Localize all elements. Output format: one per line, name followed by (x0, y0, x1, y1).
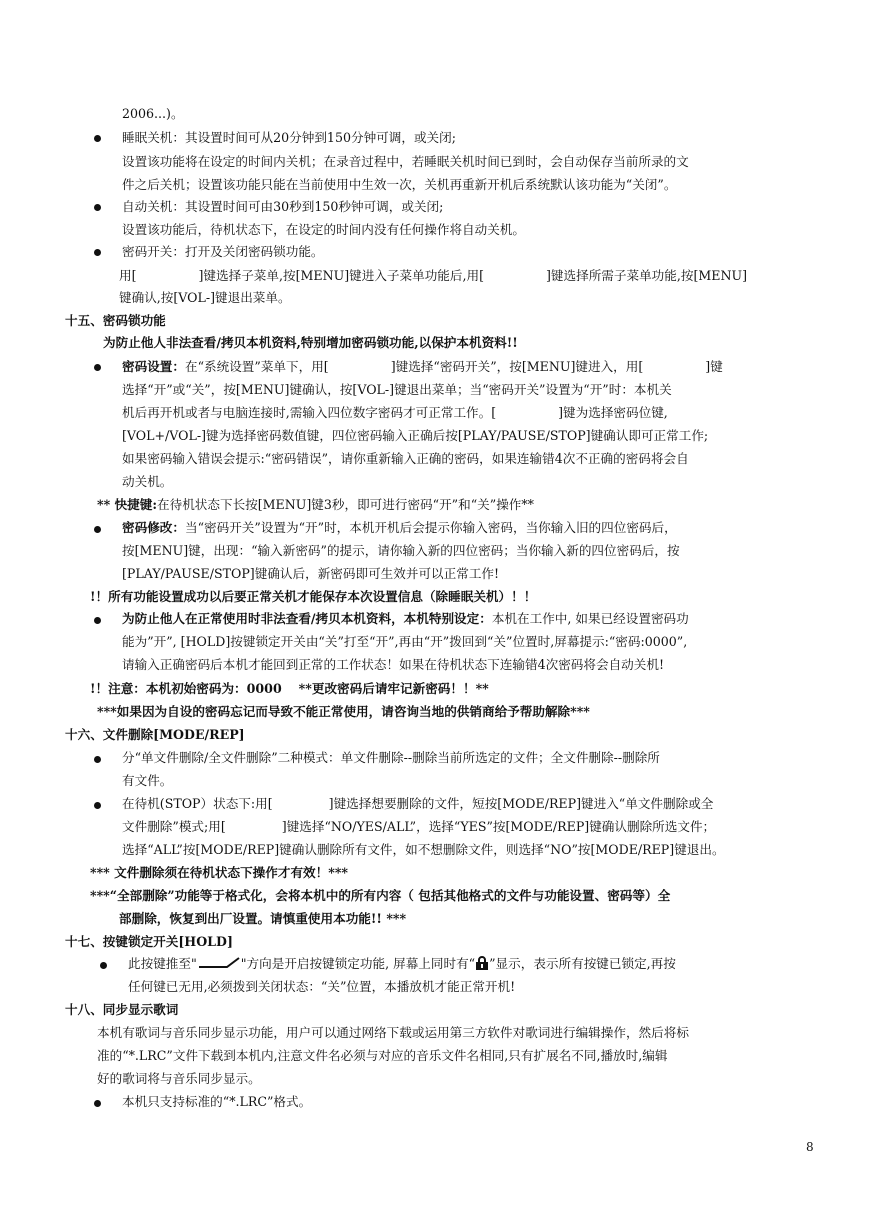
text-line: 本机只支持标准的“*.LRC”格式。 (122, 1094, 312, 1109)
text-line: 此按键推至" "方向是开启按键锁定功能, 屏幕上同时有“ ”显示，表示所有按键已锁定,再按 (128, 956, 676, 971)
text-line: 有文件。 (122, 773, 173, 788)
text-line: [VOL+/VOL-]键为选择密码数值键，四位密码输入正确后按[PLAY/PAUSE/STOP]键确认即可正常工作; (122, 428, 709, 443)
bullet (94, 1100, 101, 1107)
bullet (94, 526, 101, 533)
page-number: 8 (806, 1140, 814, 1154)
lock-icon (475, 956, 489, 970)
text-line: 分“单文件删除/全文件删除”二种模式：单文件删除--删除当前所选定的文件；全文件删除--删除所 (122, 750, 660, 765)
text-line: 机后再开机或者与电脑连接时,需输入四位数字密码才可正常工作。[ ]键为选择密码位键, (122, 405, 668, 420)
text-line: 睡眠关机：其设置时间可从20分钟到150分钟可调，或关闭; (122, 130, 456, 145)
section-heading: 十六、文件删除[MODE/REP] (65, 727, 245, 742)
bullet (94, 802, 101, 809)
text-line: 2006...)。 (122, 106, 184, 121)
text-line: 文件删除”模式;用[ ]键选择“NO/YES/ALL”，选择“YES”按[MODE/REP]键确认删除所选文件； (122, 819, 716, 834)
text-line: ***“全部删除”功能等于格式化，会将本机中的所有内容（ 包括其他格式的文件与功能设置、密码等）全 (90, 888, 671, 903)
text-line: 如果密码输入错误会提示:“密码错误”，请你重新输入正确的密码，如果连输错4次不正确的密码将会自 (122, 451, 689, 466)
bullet (100, 962, 107, 969)
text-line: 设置该功能将在设定的时间内关机；在录音过程中，若睡眠关机时间已到时，会自动保存当前所录的文 (122, 154, 689, 169)
text-line: 好的歌词将与音乐同步显示。 (97, 1071, 261, 1086)
text-line: 请输入正确密码后本机才能回到正常的工作状态！如果在待机状态下连输错4次密码将会自动关机! (122, 657, 665, 672)
text-line: ** 快捷键:在待机状态下长按[MENU]键3秒，即可进行密码“开”和“关”操作** (97, 497, 534, 512)
text-line: 密码开关：打开及关闭密码锁功能。 (122, 244, 324, 259)
text-line: 任何键已无用,必须拨到关闭状态：“关”位置，本播放机才能正常开机! (128, 979, 516, 994)
section-heading: 十五、密码锁功能 (65, 313, 166, 328)
text-line: 能为”开”, [HOLD]按键锁定开关由“关”打至“开”,再由“开”拨回到“关”位置时,屏幕提示:“密码:0000”, (122, 634, 688, 649)
bullet (94, 617, 101, 624)
text-line: 为防止他人在正常使用时非法查看/拷贝本机资料，本机特别设定：本机在工作中, 如果已经设置密码功 (122, 611, 689, 626)
section-heading: 十七、按键锁定开关[HOLD] (65, 934, 233, 949)
bullet (94, 204, 101, 211)
text-line: 自动关机：其设置时间可由30秒到150秒钟可调，或关闭; (122, 199, 444, 214)
bullet (94, 364, 101, 371)
bullet (94, 249, 101, 256)
text-line: 设置该功能后，待机状态下，在设定的时间内没有任何操作将自动关机。 (122, 222, 525, 237)
text-line: ***如果因为自设的密码忘记而导致不能正常使用，请咨询当地的供销商给予帮助解除*** (97, 704, 590, 719)
text-line: 选择“ALL”按[MODE/REP]键确认删除所有文件，如不想删除文件，则选择“NO”按[MODE/REP]键退出。 (122, 842, 725, 857)
text-line: 密码修改：当“密码开关”设置为“开”时，本机开机后会提示你输入密码，当你输入旧的四位密码后， (122, 520, 677, 535)
bullet (94, 135, 101, 142)
text-line: 部删除，恢复到出厂设置。请慎重使用本功能!! *** (119, 911, 407, 926)
section-heading: 十八、同步显示歌词 (65, 1002, 179, 1017)
hold-switch-icon (197, 956, 241, 970)
text-line: 按[MENU]键，出现：“输入新密码”的提示，请你输入新的四位密码；当你输入新的四位密码后，按 (122, 543, 680, 558)
text-line: 选择“开”或“关”，按[MENU]键确认，按[VOL-]键退出菜单；当“密码开关”设置为“开”时：本机关 (122, 382, 672, 397)
text-line: 件之后关机；设置该功能只能在当前使用中生效一次，关机再重新开机后系统默认该功能为“关闭”。 (122, 177, 677, 192)
text-line: 为防止他人非法查看/拷贝本机资料,特别增加密码锁功能,以保护本机资料!! (103, 335, 518, 350)
text-line: 本机有歌词与音乐同步显示功能，用户可以通过网络下载或运用第三方软件对歌词进行编辑操作，然后将标 (97, 1025, 689, 1040)
text-line: [PLAY/PAUSE/STOP]键确认后，新密码即可生效并可以正常工作! (122, 566, 500, 581)
text-line: 用[ ]键选择子菜单,按[MENU]键进入子菜单功能后,用[ ]键选择所需子菜单功能,按[MENU] (119, 268, 747, 283)
text-line: 动关机。 (122, 474, 173, 489)
bullet (94, 756, 101, 763)
text-line: 在待机(STOP）状态下:用[ ]键选择想要删除的文件，短按[MODE/REP]键进入“单文件删除或全 (122, 796, 714, 811)
text-line: 密码设置：在“系统设置”菜单下，用[ ]键选择“密码开关”，按[MENU]键进入，用[ ]键 (122, 359, 723, 374)
text-line: *** 文件删除须在待机状态下操作才有效！*** (90, 865, 348, 880)
text-line: 准的“*.LRC”文件下载到本机内,注意文件名必须与对应的音乐文件名相同,只有扩展名不同,播放时,编辑 (97, 1048, 668, 1063)
text-line: 键确认,按[VOL-]键退出菜单。 (119, 290, 291, 305)
text-line: !！注意：本机初始密码为：0000 **更改密码后请牢记新密码！！** (90, 681, 489, 696)
text-line: !！所有功能设置成功以后要正常关机才能保存本次设置信息（除睡眠关机）！！ (90, 589, 537, 604)
